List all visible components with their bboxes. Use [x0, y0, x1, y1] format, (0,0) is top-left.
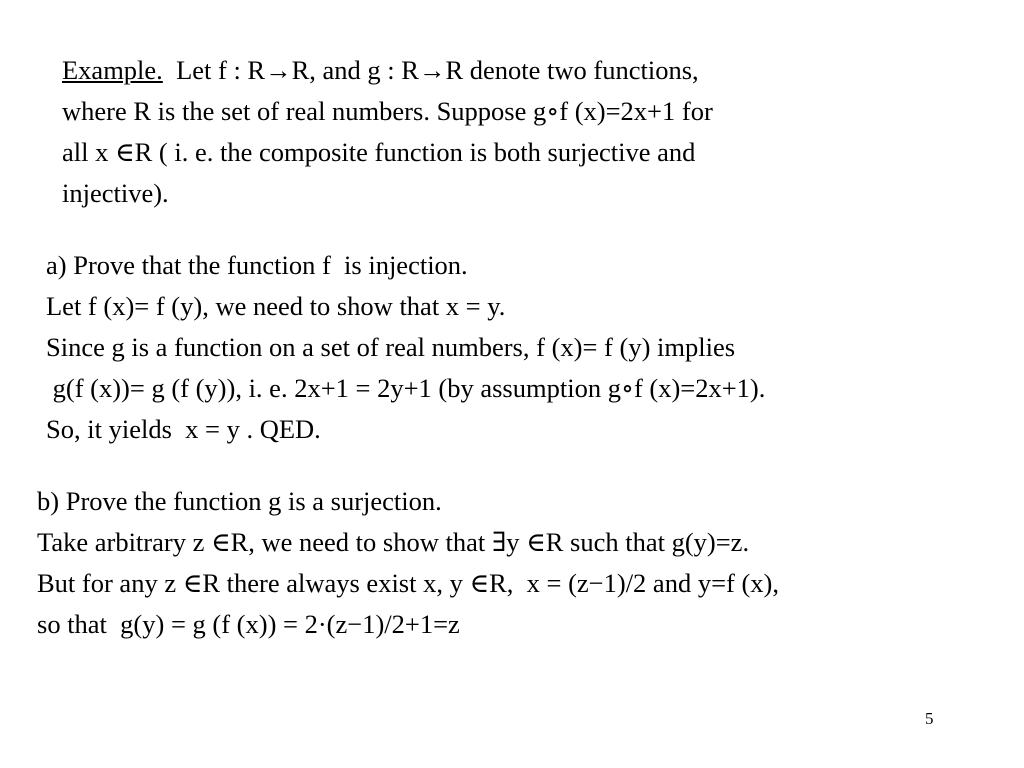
example-line-1: [62, 50, 699, 91]
example-label: Example.: [62, 55, 163, 85]
part-a-line-1: a) Prove that the function f is injection.: [46, 250, 468, 280]
part-b-line-3: But for any z ∈R there always exist x, y ∈R, x = (z−1)/2 and y=f (x),: [37, 568, 779, 598]
example-line-2: where R is the set of real numbers. Suppose g∘f (x)=2x+1 for: [62, 96, 713, 126]
part-b-line-2: Take arbitrary z ∈R, we need to show that ∃y ∈R such that g(y)=z.: [37, 527, 750, 557]
example-line-4: injective).: [62, 178, 169, 208]
page-number: 5: [925, 709, 934, 728]
part-b-line-4: so that g(y) = g (f (x)) = 2·(z−1)/2+1=z: [37, 609, 460, 639]
part-a-line-4: g(f (x))= g (f (y)), i. e. 2x+1 = 2y+1 (by assumption g∘f (x)=2x+1).: [46, 373, 766, 403]
part-a-line-5: So, it yields x = y . QED.: [46, 414, 321, 444]
example-line-3: all x ∈R ( i. e. the composite function is both surjective and: [62, 137, 696, 167]
part-b-line-1: b) Prove the function g is a surjection.: [37, 486, 442, 516]
part-a-line-3: Since g is a function on a set of real numbers, f (x)= f (y) implies: [46, 332, 736, 362]
part-a-line-2: Let f (x)= f (y), we need to show that x = y.: [46, 291, 506, 321]
example-line-1-text: Let f : R→R, and g : R→R denote two functions,: [162, 55, 699, 85]
